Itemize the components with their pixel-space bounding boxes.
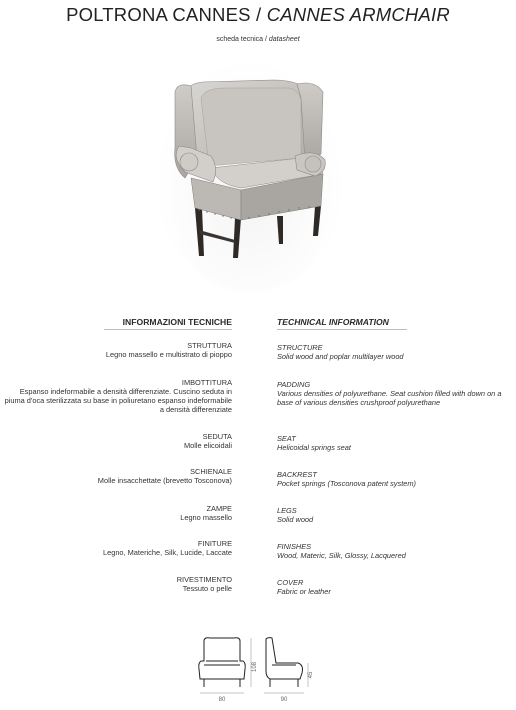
- spec-padding-en: [277, 380, 513, 407]
- side-view-drawing: [266, 638, 303, 687]
- spec-seat-it: [4, 432, 232, 450]
- spec-finishes-en: [277, 542, 513, 560]
- heading-technical-info-en: TECHNICAL INFORMATION: [277, 317, 389, 327]
- spec-value: Wood, Materic, Silk, Glossy, Lacquered: [277, 551, 406, 560]
- spec-label: PADDING: [277, 380, 311, 389]
- spec-label: SCHIENALE: [190, 467, 232, 476]
- armchair-photo: [155, 58, 345, 293]
- spec-padding-it: [4, 378, 232, 414]
- spec-value: Legno massello: [180, 513, 232, 522]
- spec-value: Molle insacchettate (brevetto Tosconova): [97, 476, 232, 485]
- spec-value: Solid wood and poplar multilayer wood: [277, 352, 404, 361]
- page-title: [0, 4, 516, 26]
- page-subtitle: [0, 36, 516, 43]
- front-height-label: 108: [252, 661, 258, 673]
- spec-value: Molle elicoidali: [183, 441, 232, 450]
- spec-label: IMBOTTITURA: [181, 378, 232, 387]
- side-seat-height-label: 45: [308, 671, 314, 679]
- spec-value: Espanso indeformabile a densità differenziate. Cuscino seduta in piuma d'oca sterilizzata su base in poliuretano espanso indeformabile a densità differenziate: [4, 387, 232, 414]
- spec-value: Legno, Materiche, Silk, Lucide, Laccate: [102, 548, 232, 557]
- spec-backrest-it: [4, 467, 232, 485]
- spec-label: RIVESTIMENTO: [176, 575, 232, 584]
- spec-structure-it: [4, 341, 232, 359]
- spec-value: Legno massello e multistrato di pioppo: [105, 350, 232, 359]
- spec-cover-en: [277, 578, 513, 596]
- heading-underline-en: [277, 329, 407, 330]
- spec-label: FINITURE: [197, 539, 232, 548]
- title-italian: POLTRONA CANNES /: [66, 4, 267, 25]
- spec-label: STRUCTURE: [277, 343, 323, 352]
- heading-underline-it: [104, 329, 232, 330]
- front-view-drawing: [199, 638, 246, 687]
- spec-label: ZAMPE: [206, 504, 232, 513]
- subtitle-english: datasheet: [268, 36, 300, 43]
- spec-legs-it: [4, 504, 232, 522]
- subtitle-italian: scheda tecnica /: [216, 36, 269, 43]
- dimension-drawings: [196, 635, 316, 705]
- spec-value: Fabric or leather: [277, 587, 331, 596]
- spec-label: SEAT: [277, 434, 296, 443]
- spec-label: COVER: [277, 578, 304, 587]
- spec-label: FINISHES: [277, 542, 312, 551]
- side-depth-label: 90: [280, 697, 288, 703]
- spec-finishes-it: [4, 539, 232, 557]
- title-english: CANNES ARMCHAIR: [266, 4, 450, 25]
- spec-cover-it: [4, 575, 232, 593]
- spec-seat-en: [277, 434, 513, 452]
- front-width-label: 80: [218, 697, 226, 703]
- spec-value: Various densities of polyurethane. Seat cushion filled with down on a base of various densities crushproof polyurethane: [277, 389, 502, 407]
- spec-label: STRUTTURA: [187, 341, 232, 350]
- spec-value: Solid wood: [277, 515, 314, 524]
- spec-legs-en: [277, 506, 513, 524]
- spec-label: BACKREST: [277, 470, 317, 479]
- spec-backrest-en: [277, 470, 513, 488]
- spec-label: LEGS: [277, 506, 297, 515]
- heading-technical-info-it: INFORMAZIONI TECNICHE: [122, 317, 232, 327]
- armchair-illustration: [155, 58, 345, 293]
- spec-label: SEDUTA: [202, 432, 232, 441]
- spec-value: Tessuto o pelle: [182, 584, 232, 593]
- spec-value: Pocket springs (Tosconova patent system): [277, 479, 416, 488]
- spec-structure-en: [277, 343, 513, 361]
- spec-value: Helicoidal springs seat: [277, 443, 351, 452]
